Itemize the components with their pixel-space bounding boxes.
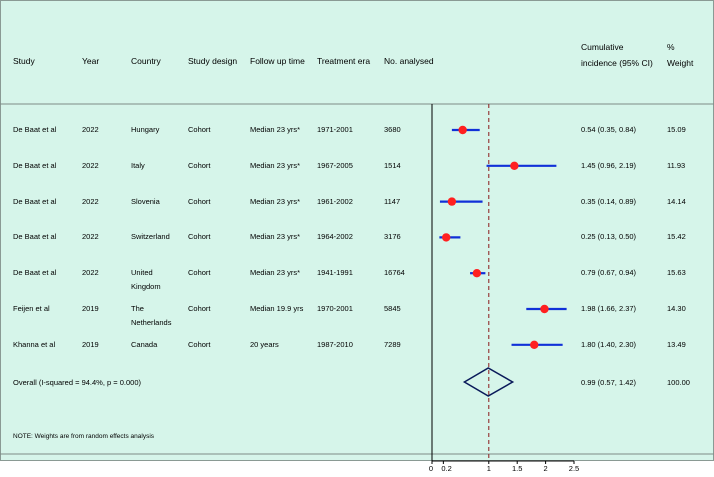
row-study-design: Cohort [188,232,211,242]
row-year: 2022 [82,125,99,134]
row-study-design: Cohort [188,304,211,313]
row-follow-up: 20 years [250,339,279,349]
header-weight-line2: Weight [667,58,694,68]
row-year: 2022 [82,268,99,278]
row-follow-up: Median 23 yrs* [250,268,301,278]
row-ci-text: 1.98 (1.66, 2.37) [581,304,637,313]
row-weight: 14.14 [667,196,686,206]
header-year: Year [82,56,100,66]
row-study: De Baat et al [13,125,57,134]
row-weight: 15.09 [667,125,686,134]
header-study-design: Study design [188,56,238,66]
row-weight: 14.30 [667,304,686,313]
row-study-design: Cohort [188,125,211,134]
row-follow-up: Median 23 yrs* [250,125,301,134]
row-study-design: Cohort [188,268,211,278]
row-country: The [131,304,144,313]
row-ci-text: 0.25 (0.13, 0.50) [581,232,637,242]
row-study: De Baat et al [13,232,57,242]
row-ci-text: 0.54 (0.35, 0.84) [581,125,637,134]
footnote: NOTE: Weights are from random effects analysis [13,433,155,440]
row-ci-text: 1.80 (1.40, 2.30) [581,339,637,349]
overall-weight: 100.00 [667,378,690,387]
row-study-design: Cohort [188,339,211,349]
point-estimate [458,126,466,134]
row-n-analysed: 7289 [384,339,401,349]
row-country-line2: Kingdom [131,282,161,292]
x-tick-label: 2 [543,464,548,473]
row-treatment-era: 1961-2002 [317,196,353,206]
row-treatment-era: 1941-1991 [317,268,353,278]
row-n-analysed: 3680 [384,125,401,134]
row-country: Canada [131,339,158,349]
header-weight-line1: % [667,42,675,52]
row-weight: 11.93 [667,160,686,170]
header-ci-line2: incidence (95% CI) [581,58,653,68]
row-follow-up: Median 23 yrs* [250,160,301,170]
row-follow-up: Median 23 yrs* [250,232,301,242]
header-n-analysed: No. analysed [384,56,434,66]
header-study: Study [13,56,35,66]
row-n-analysed: 5845 [384,304,401,313]
row-weight: 15.42 [667,232,686,242]
row-weight: 15.63 [667,268,686,278]
x-tick-label: 0.2 [441,464,452,473]
point-estimate [540,305,548,313]
x-tick-label: 0 [428,464,433,473]
row-country: Switzerland [131,232,170,242]
point-estimate [473,269,481,277]
row-country: Italy [131,160,145,170]
row-ci-text: 0.79 (0.67, 0.94) [581,268,637,278]
header-treatment-era: Treatment era [317,56,371,66]
row-country: Hungary [131,125,160,134]
overall-label: Overall (I-squared = 94.4%, p = 0.000) [13,378,141,387]
row-year: 2022 [82,196,99,206]
row-study-design: Cohort [188,160,211,170]
row-year: 2022 [82,160,99,170]
row-study: Feijen et al [13,304,50,313]
row-n-analysed: 1514 [384,160,401,170]
row-treatment-era: 1964-2002 [317,232,353,242]
header-country: Country [131,56,161,66]
row-year: 2022 [82,232,99,242]
x-tick-label: 1 [486,464,491,473]
row-country: Slovenia [131,196,160,206]
header-follow-up: Follow up time [250,56,305,66]
row-study: De Baat et al [13,196,57,206]
row-country-line2: Netherlands [131,318,172,327]
row-year: 2019 [82,339,99,349]
overall-ci: 0.99 (0.57, 1.42) [581,378,637,387]
point-estimate [448,197,456,205]
row-n-analysed: 1147 [384,196,401,206]
row-n-analysed: 3176 [384,232,401,242]
row-treatment-era: 1967-2005 [317,160,353,170]
row-weight: 13.49 [667,339,686,349]
x-tick-label: 2.5 [568,464,580,473]
row-treatment-era: 1987-2010 [317,339,353,349]
row-ci-text: 0.35 (0.14, 0.89) [581,196,637,206]
x-tick-label: 1.5 [511,464,523,473]
row-country: United [131,268,153,278]
row-treatment-era: 1970-2001 [317,304,353,313]
row-study: Khanna et al [13,339,56,349]
row-study: De Baat et al [13,268,57,278]
row-year: 2019 [82,304,99,313]
point-estimate [530,341,538,349]
row-follow-up: Median 19.9 yrs [250,304,304,313]
point-estimate [442,233,450,241]
row-n-analysed: 16764 [384,268,405,278]
row-study: De Baat et al [13,160,57,170]
row-study-design: Cohort [188,196,211,206]
row-ci-text: 1.45 (0.96, 2.19) [581,160,637,170]
header-ci-line1: Cumulative [581,42,624,52]
row-treatment-era: 1971-2001 [317,125,353,134]
row-follow-up: Median 23 yrs* [250,196,301,206]
point-estimate [510,162,518,170]
